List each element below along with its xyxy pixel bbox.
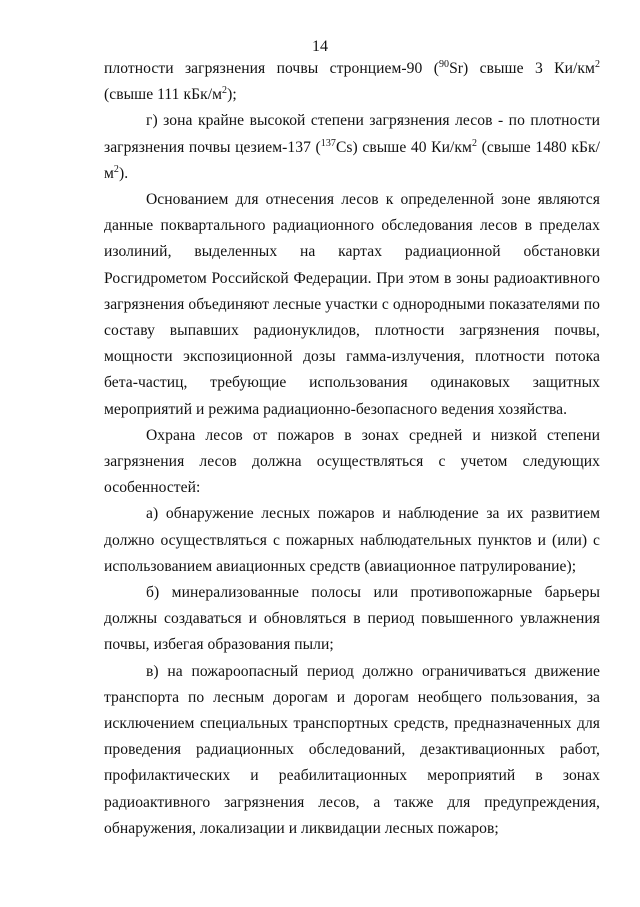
text-run: г) зона крайне высокой степени загрязнения лесов - по плотности загрязнения почвы цезием-137 ( (104, 112, 600, 156)
text-run: Sr) свыше 3 Ки/км (449, 60, 595, 77)
text-run: Cs) свыше 40 Ки/км (335, 138, 472, 156)
page-number: 14 (312, 38, 328, 55)
text-run: ). (118, 164, 129, 182)
text-run: (свыше 111 кБк/м (104, 86, 223, 104)
text-run: Охрана лесов от пожаров в зонах средней и низкой степени загрязнения лесов должна осуществляться с учетом следующих особенностей: (104, 426, 600, 497)
paragraph (104, 423, 600, 502)
paragraph (104, 108, 600, 187)
superscript: 2 (113, 163, 119, 175)
superscript: 2 (471, 137, 477, 149)
superscript: 2 (222, 85, 228, 97)
text-run: б) минерализованные полосы или противопожарные барьеры должны создаваться и обновляться в период повышенного увлажнения почвы, избегая образования пыли; (104, 584, 600, 654)
text-run: (свыше 1480 кБк/м (104, 138, 600, 182)
text-run: в) на пожароопасный период должно ограничиваться движение транспорта по лесным дорогам и дорогам необщего пользования, за исключением специальных транспортных средств, предназначенных для проведения радиационных обследований, дезактивационных работ, профилактических и реабилитационных мероприятий в зонах радиоактивного загрязнения лесов, а также для предупреждения, обнаружения, локализации и ликвидации лесных пожаров; (104, 662, 600, 837)
paragraph (104, 56, 600, 108)
paragraph (104, 580, 600, 659)
superscript: 90 (438, 58, 450, 70)
paragraph (104, 501, 600, 580)
text-run: а) обнаружение лесных пожаров и наблюдение за их развитием должно осуществляться с пожарных наблюдательных пунктов и (или) с использованием авиационных средств (авиационное патрулирование); (104, 505, 600, 575)
text-run: ); (227, 86, 237, 104)
text-run: плотности загрязнения почвы стронцием-90 ( (104, 60, 439, 77)
text-run: Основанием для отнесения лесов к определенной зоне являются данные поквартального радиационного обследования лесов в пределах изолиний, выделенных на картах радиационной обстановки Росгидрометом Российской Федерации. При этом в зоны радиоактивного загрязнения объединяют лесные участки с однородными показателями по составу выпавших радионуклидов, плотности загрязнения почвы, мощности экспозиционной дозы гамма-излучения, плотности потока бета-частиц, требующие использования одинаковых защитных мероприятий и режима радиационно-безопасного ведения хозяйства. (104, 191, 600, 418)
superscript: 2 (594, 58, 600, 70)
superscript: 137 (320, 137, 336, 149)
paragraph (104, 187, 600, 423)
document-body (104, 56, 600, 842)
paragraph (104, 659, 600, 842)
